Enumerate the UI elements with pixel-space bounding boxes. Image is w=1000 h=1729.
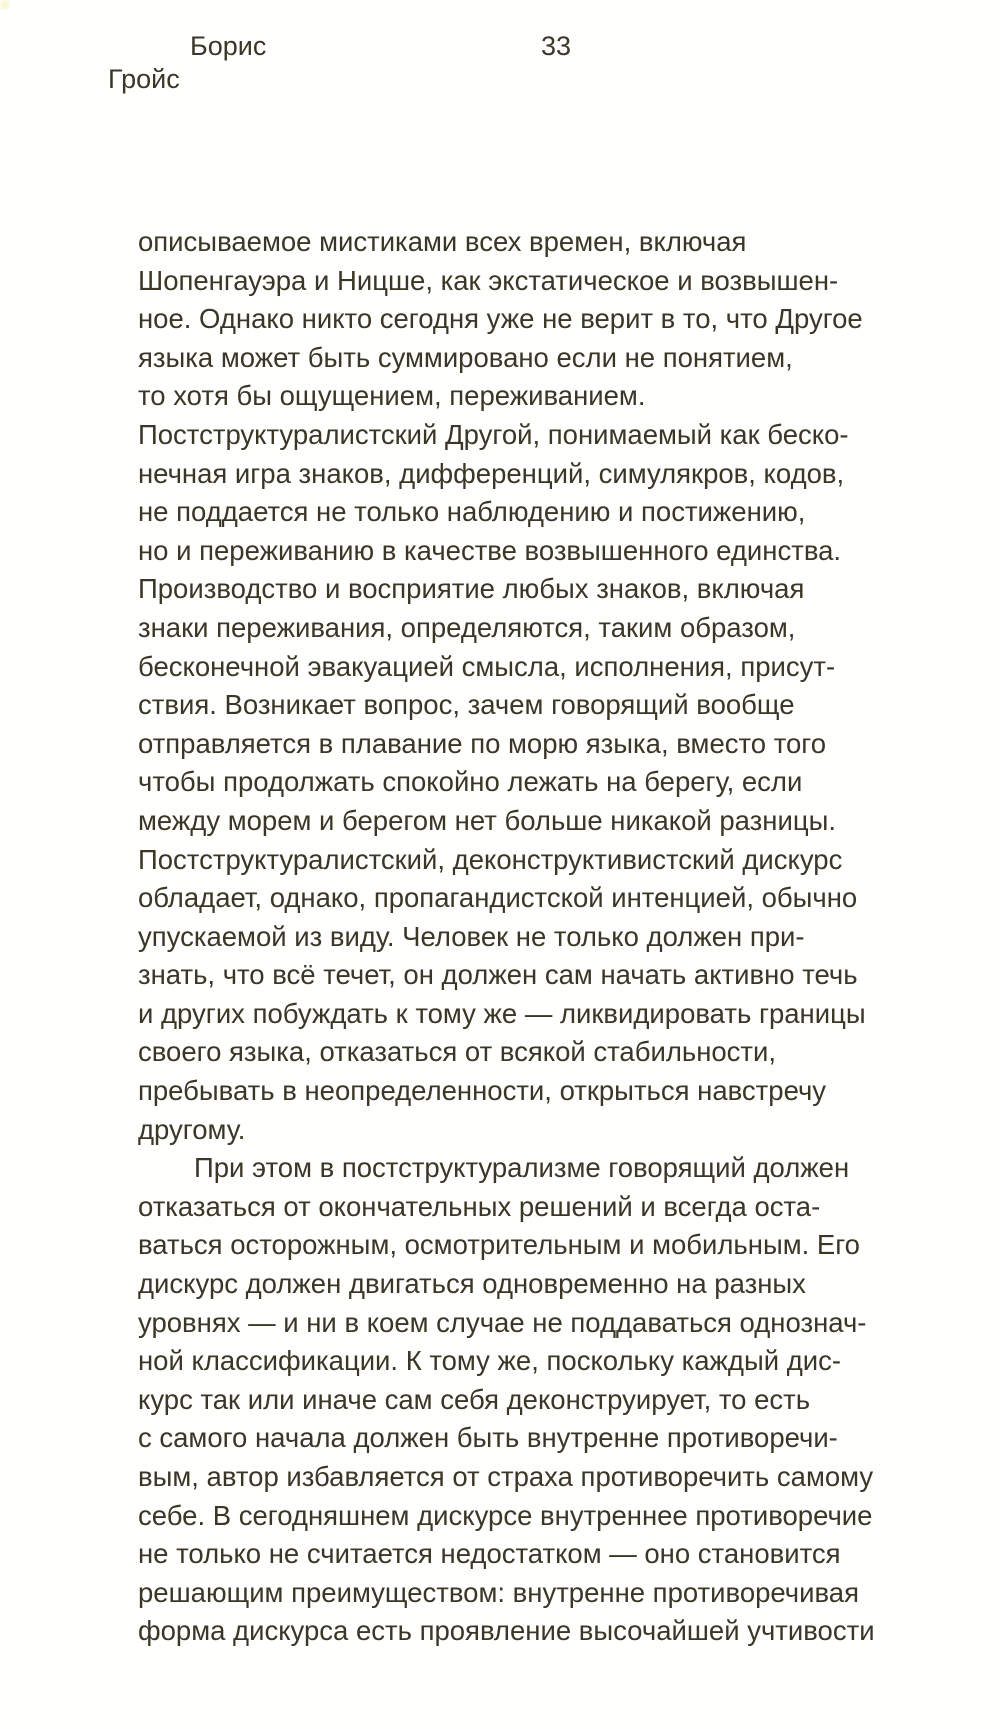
- text-line: форма дискурса есть проявление высочайшей учтивости: [138, 1615, 875, 1647]
- page-number: 33: [541, 31, 572, 61]
- text-line: решающим преимуществом: внутренне противоречивая: [138, 1576, 859, 1608]
- text-line: не поддается не только наблюдению и постижению,: [138, 496, 806, 528]
- text-line: себе. В сегодняшнем дискурсе внутреннее противоречие: [138, 1499, 873, 1531]
- text-line: ной классификации. К тому же, поскольку каждый дис-: [138, 1345, 842, 1377]
- text-line: знаки переживания, определяются, таким образом,: [138, 611, 796, 643]
- text-line: чтобы продолжать спокойно лежать на берегу, если: [138, 766, 803, 798]
- text-line: то хотя бы ощущением, переживанием.: [138, 380, 646, 412]
- paper-stain: [0, 0, 10, 10]
- author-first-name: Борис: [190, 31, 267, 61]
- text-line: Производство и восприятие любых знаков, включая: [138, 573, 805, 605]
- text-line: ваться осторожным, осмотрительным и мобильным. Его: [138, 1229, 860, 1261]
- text-line: и других побуждать к тому же — ликвидировать границы: [138, 997, 866, 1029]
- text-line: ное. Однако никто сегодня уже не верит в то, что Другое: [138, 303, 863, 335]
- text-line: отправляется в плавание по морю языка, вместо того: [138, 727, 827, 759]
- text-line: Постструктуралистский Другой, понимаемый как беско-: [138, 418, 849, 450]
- text-line: своего языка, отказаться от всякой стабильности,: [138, 1036, 777, 1068]
- text-line: не только не считается недостатком — оно становится: [138, 1538, 841, 1570]
- text-line: бесконечной эвакуацией смысла, исполнения, присут-: [138, 650, 836, 682]
- text-line: Постструктуралистский, деконструктивистский дискурс: [138, 843, 843, 875]
- text-line: вым, автор избавляется от страха противоречить самому: [138, 1461, 874, 1492]
- text-line: ствия. Возникает вопрос, зачем говорящий вообще: [138, 689, 795, 721]
- text-line: Шопенгауэра и Ницше, как экстатическое и возвышен-: [138, 264, 839, 296]
- text-line: нечная игра знаков, дифференций, симулякров, кодов,: [138, 457, 845, 489]
- paragraph-first-line: При этом в постструктурализме говорящий должен: [194, 1152, 850, 1184]
- text-line: пребывать в неопределенности, открыться навстречу: [138, 1075, 827, 1107]
- text-line: другому.: [138, 1113, 246, 1145]
- text-line: знать, что всё течет, он должен сам начать активно течь: [138, 959, 858, 991]
- author-last-name: Гройс: [108, 64, 180, 94]
- text-line: отказаться от окончательных решений и всегда оста-: [138, 1190, 821, 1222]
- text-line: дискурс должен двигаться одновременно на разных: [138, 1268, 806, 1300]
- text-line: курс так или иначе сам себя деконструирует, то есть: [138, 1383, 811, 1415]
- text-line: но и переживанию в качестве возвышенного единства.: [138, 534, 842, 566]
- text-line: упускаемой из виду. Человек не только должен при-: [138, 920, 805, 952]
- text-line: с самого начала должен быть внутренне противоречи-: [138, 1422, 838, 1454]
- body-text: [138, 223, 948, 1651]
- text-line: между морем и берегом нет больше никакой разницы.: [138, 804, 836, 836]
- text-line: описываемое мистиками всех времен, включая: [138, 226, 747, 257]
- running-head-author: [108, 30, 268, 96]
- text-line: обладает, однако, пропагандистской интенцией, обычно: [138, 882, 858, 914]
- text-line: уровнях — и ни в коем случае не поддаваться однознач-: [138, 1306, 867, 1338]
- text-line: языка может быть суммировано если не понятием,: [138, 341, 793, 373]
